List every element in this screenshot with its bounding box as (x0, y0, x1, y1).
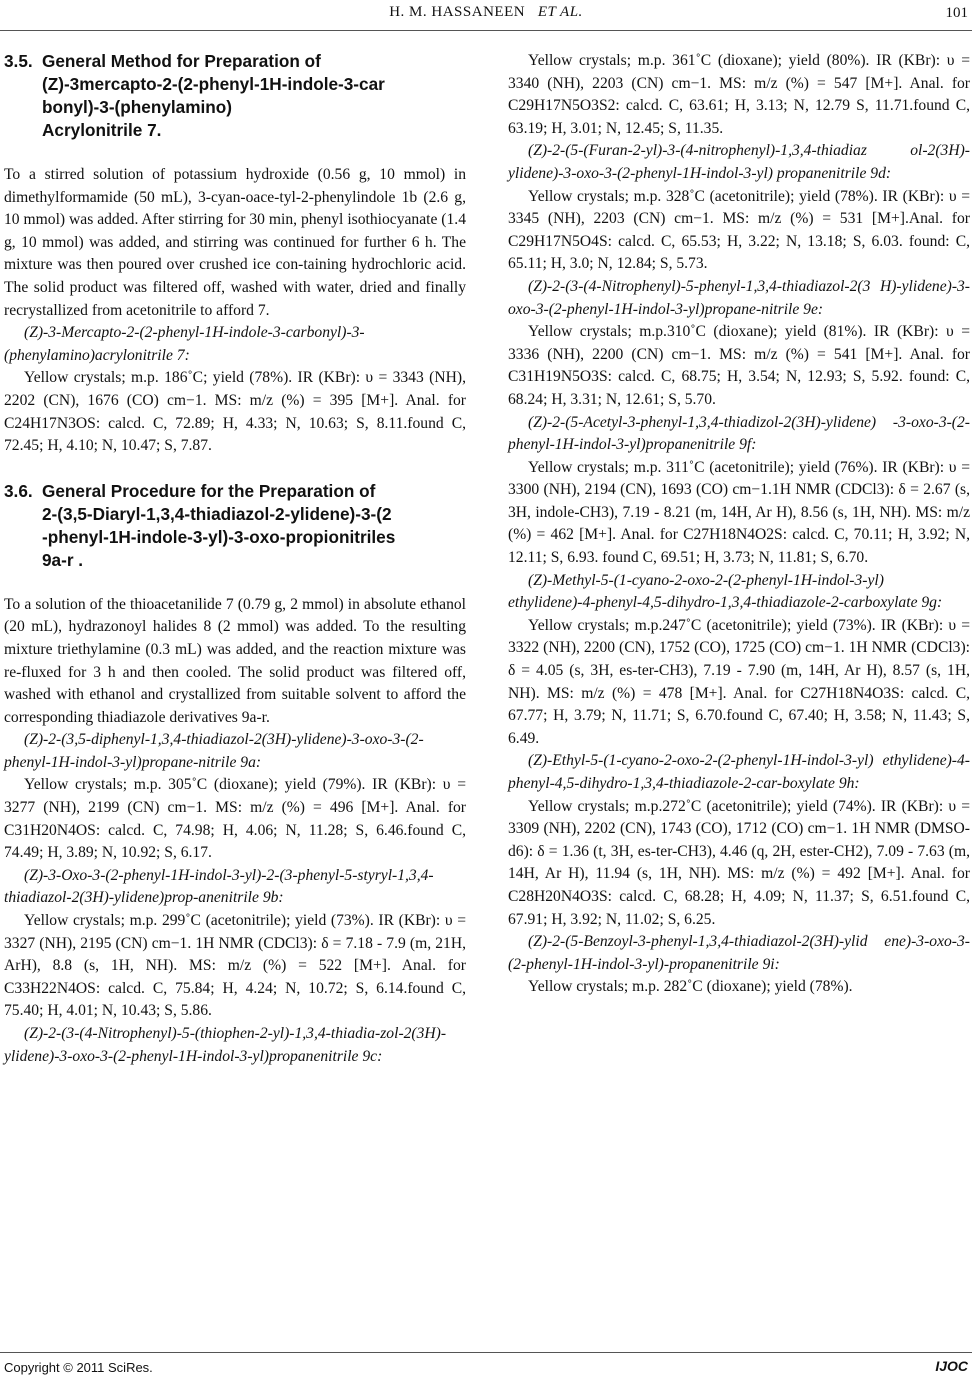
compound-9e-name: (Z)-2-(3-(4-Nitrophenyl)-5-phenyl-1,3,4-thiadiazol-2(3 H)-ylidene)-3-oxo-3-(2-phenyl-1H-indol-3-yl)propane-nitrile 9e: (508, 277, 970, 318)
compound-9f-name: (Z)-2-(5-Acetyl-3-phenyl-1,3,4-thiadizol-2(3H)-ylidene) -3-oxo-3-(2-phenyl-1H-indol-3-yl)propanenitrile 9f: (508, 413, 970, 454)
compound-9i-name: (Z)-2-(5-Benzoyl-3-phenyl-1,3,4-thiadiazol-2(3H)-ylid ene)-3-oxo-3-(2-phenyl-1H-indol-3-yl)-propanenitrile 9i: (508, 933, 970, 973)
compound-9b-name: (Z)-3-Oxo-3-(2-phenyl-1H-indol-3-yl)-2-(3-phenyl-5-styryl-1,3,4-thiadiazol-2(3H)-ylidene)prop-anenitrile 9b: (4, 866, 434, 907)
section-3-5-heading: 3.5. General Method for Preparation of (Z)-3mercapto-2-(2-phenyl-1H-indole-3-car bonyl)-3-(phenylamino) Acrylonitrile 7. (4, 51, 385, 140)
compound-9a-data: Yellow crystals; m.p. 305˚C (dioxane); yield (79%). IR (KBr): υ = 3277 (NH), 2199 (CN) cm−1. MS: m/z (%) = 496 [M+]. Anal. for C31H20N4OS: calcd. C, 74.98; H, 4.06; N, 11.28; S, 6.46.found C, 74.49; H, 3.89; N, 10.92; S, 6.17. (4, 776, 466, 862)
copyright-notice: Copyright © 2011 SciRes. (4, 1360, 153, 1375)
compound-9c-data: Yellow crystals; m.p. 361˚C (dioxane); yield (80%). IR (KBr): υ = 3340 (NH), 2203 (CN) cm−1. MS: m/z (%) = 547 [M+]. Anal. for C29H17N5O3S2: calcd. C, 63.61; H, 3.13; N, 12.79 S, 11.71.found C, 63.19; H, 3.01; N, 12.45; S, 11.35. (508, 52, 970, 137)
compound-9f-data: Yellow crystals; m.p. 311˚C (acetonitrile); yield (76%). IR (KBr): υ = 3300 (NH), 2194 (CN), 1693 (CO) cm−1.1H NMR (CDCl3): δ = 2.67 (s, 3H, indole-CH3), 7.19 - 8.21 (m, 14H, Ar H), 8.56 (s, 1H, NH). MS: m/z (%) = 462 [M+]. Anal. for C27H18N4O2S: calcd. C, 70.11; H, 3.92; N, 12.11; S, 6.93. found C, 69.51; H, 3.73; N, 11.81; S, 6.70. (508, 458, 970, 567)
compound-9g-data: Yellow crystals; m.p.247˚C (acetonitrile); yield (73%). IR (KBr): υ = 3322 (NH), 2200 (CN), 1752 (CO), 1725 (CO) cm−1. 1H NMR (CDCl3): δ = 4.05 (s, 3H, es-ter-CH3), 7.19 - 7.90 (m, 14H, Ar H), 8.57 (s, 1H, NH). MS: m/z (%) = 478 [M+]. Anal. for C27H18N4O3S: calcd. C, 67.77; H, 3.79; N, 11.71; S, 6.70.found C, 67.40; H, 3.58; N, 11.43; S, 6.49. (508, 616, 970, 747)
compound-9c-name: (Z)-2-(3-(4-Nitrophenyl)-5-(thiophen-2-yl)-1,3,4-thiadia-zol-2(3H)-ylidene)-3-oxo-3-(2-phenyl-1H-indol-3-yl)propanenitrile 9c: (4, 1025, 447, 1065)
compound-7-name: (Z)-3-Mercapto-2-(2-phenyl-1H-indole-3-carbonyl)-3-(phenylamino)acrylonitrile 7: (4, 324, 365, 364)
footer-rule (0, 1352, 972, 1353)
section-number: 3.6. (4, 480, 33, 501)
right-column (508, 50, 970, 999)
compound-9g-name: (Z)-Methyl-5-(1-cyano-2-oxo-2-(2-phenyl-1H-indol-3-yl) ethylidene)-4-phenyl-4,5-dihydro-1,3,4-thiadiazole-2-carboxylate 9g: (508, 571, 943, 612)
compound-9b-data: Yellow crystals; m.p. 299˚C (acetonitrile); yield (73%). IR (KBr): υ = 3327 (NH), 2195 (CN) cm−1. 1H NMR (CDCl3): δ = 7.18 - 7.9 (m, 21H, ArH), 8.8 (s, 1H, NH). MS: m/z (%) = 522 [M+]. Anal. for C33H22N4OS: calcd. C, 75.84; H, 4.24; N, 10.72; S, 6.14.found C, 75.40; H, 4.01; N, 10.43; S, 5.86. (4, 912, 466, 1020)
page-number: 101 (945, 5, 968, 21)
left-column (4, 50, 466, 1068)
paragraph-procedure-7: To a stirred solution of potassium hydroxide (0.56 g, 10 mmol) in dimethylformamide (50 mL), 3-cyan-oace-tyl-2-phenylindole 1b (2.6 g, 10 mmol) was added. After stirring for 30 min, phenyl isothiocyanate (1.4 g, 10 mmol) was added, and stirring was continued for further 6 h. The mixture was then poured over crushed ice con-taining hydrochloric acid. The solid product was filtered off, washed with water, dried and finally recrystallized from acetonitrile to afford 7. (4, 166, 466, 319)
journal-abbrev: IJOC (935, 1358, 968, 1374)
header-rule (0, 30, 972, 31)
section-3-6-heading: 3.6. General Procedure for the Preparation of 2-(3,5-Diaryl-1,3,4-thiadiazol-2-ylidene)-3-(2 -phenyl-1H-indole-3-yl)-3-oxo-propionitriles 9a-r . (4, 480, 396, 570)
running-header (0, 0, 972, 30)
section-number: 3.5. (4, 51, 33, 71)
compound-9i-data: Yellow crystals; m.p. 282˚C (dioxane); yield (78%). (528, 978, 853, 996)
compound-9h-name: (Z)-Ethyl-5-(1-cyano-2-oxo-2-(2-phenyl-1H-indol-3-yl) ethylidene)-4-phenyl-4,5-dihydro-1,3,4-thiadiazole-2-car-boxylate 9h: (508, 752, 970, 792)
compound-9d-name: (Z)-2-(5-(Furan-2-yl)-3-(4-nitrophenyl)-1,3,4-thiadiaz ol-2(3H)-ylidene)-3-oxo-3-(2-phenyl-1H-indol-3-yl) propanenitrile 9d: (508, 142, 970, 182)
compound-9a-name: (Z)-2-(3,5-diphenyl-1,3,4-thiadiazol-2(3H)-ylidene)-3-oxo-3-(2-phenyl-1H-indol-3-yl)propane-nitrile 9a: (4, 731, 424, 771)
page-footer (0, 1346, 972, 1386)
compound-9h-data: Yellow crystals; m.p.272˚C (acetonitrile); yield (74%). IR (KBr): υ = 3309 (NH), 2202 (CN), 1743 (CO), 1712 (CO) cm−1. 1H NMR (DMSO-d6): δ = 1.36 (t, 3H, es-ter-CH3), 4.46 (q, 2H, ester-CH2), 7.09 - 7.63 (m, 14H, Ar H), 11.94 (s, 1H, NH). MS: m/z (%) = 492 [M+]. Anal. for C28H20N4O3S: calcd. C, 68.28; H, 4.09; N, 11.37; S, 6.51.found C, 67.91; H, 3.92; N, 11.02; S, 6.25. (508, 797, 970, 928)
running-head (0, 4, 972, 21)
compound-9d-data: Yellow crystals; m.p. 328˚C (acetonitrile); yield (78%). IR (KBr): υ = 3345 (NH), 2203 (CN) cm−1. MS: m/z (%) = 531 [M+].Anal. for C29H17N5O4S: calcd. C, 65.53; H, 3.22; N, 13.18; S, 6.03. found: C, 65.11; H, 3.0; N, 12.84; S, 5.73. (508, 187, 970, 273)
paragraph-procedure-9: To a solution of the thioacetanilide 7 (0.79 g, 2 mmol) in absolute ethanol (20 mL), hydrazonoyl halides 8 (2 mmol) was added. To the resulting mixture triethylamine (0.3 mL) was added, and the reaction mixture was re-fluxed for 3 h and then cooled. The solid product was filtered off, washed with ethanol and crystallized from suitable solvent to afford the corresponding thiadiazole derivatives 9a-r. (4, 595, 466, 726)
header-authors: H. M. HASSANEEN (389, 4, 526, 20)
header-et-al: ET AL. (537, 4, 583, 20)
compound-9e-data: Yellow crystals; m.p.310˚C (dioxane); yield (81%). IR (KBr): υ = 3336 (NH), 2200 (CN) cm−1. MS: m/z (%) = 541 [M+]. Anal. for C31H19N5O3S: calcd. C, 68.75; H, 3.54; N, 12.93; S, 5.92. found: C, 68.24; H, 3.31; N, 12.61; S, 5.70. (508, 323, 970, 408)
compound-7-data: Yellow crystals; m.p. 186˚C; yield (78%). IR (KBr): υ = 3343 (NH), 2202 (CN), 1676 (CO) cm−1. MS: m/z (%) = 395 [M+]. Anal. for C24H17N3OS: calcd. C, 72.89; H, 4.33; N, 10.63; S, 8.11.found C, 72.45; H, 4.10; N, 10.47; S, 7.87. (4, 369, 466, 455)
